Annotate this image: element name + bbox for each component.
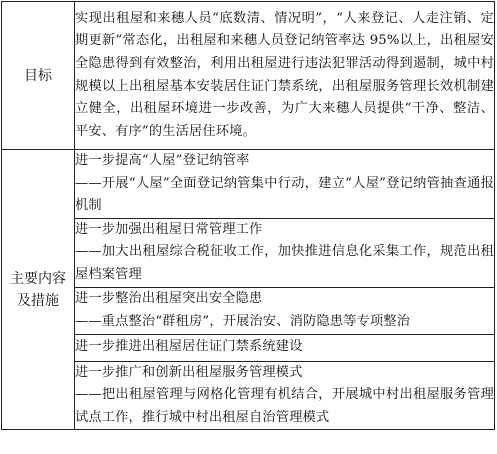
measure-title: 进一步提高“人屋”登记纳管率 xyxy=(75,153,250,168)
measure-row xyxy=(2,334,495,361)
goal-cell xyxy=(75,2,495,150)
measure-desc: ——重点整治“群租房”，开展治安、消防隐患等专项整治 xyxy=(75,313,411,329)
measure-item-3 xyxy=(75,287,495,334)
measure-title: 进一步整治出租屋突出安全隐患 xyxy=(75,290,263,306)
measures-label xyxy=(2,150,75,430)
goal-label: 目标 xyxy=(2,2,75,150)
measure-item-1 xyxy=(75,150,495,219)
measure-desc: ——加大出租屋综合税征收工作，加快推进信息化采集工作，规范出租屋档案管理 xyxy=(75,244,494,282)
measure-row xyxy=(2,150,495,219)
measure-item-4 xyxy=(75,334,495,361)
measure-row xyxy=(2,361,495,430)
measure-row xyxy=(2,218,495,287)
measures-label-line1: 主要内容 xyxy=(10,270,66,287)
measure-title: 进一步推广和创新出租屋服务管理模式 xyxy=(75,364,303,380)
work-plan-table xyxy=(1,1,495,430)
goal-text: 实现出租屋和来穗人员“底数清、情况明”，“人来登记、人走注销、定期更新”常态化，出租屋和来穗人员登记纳管率达 95%以上，出租屋安全隐患得到有效整治，利用出租屋进行违法犯罪活动得到遏制，城中村规模以上出租屋基本安装居住证门禁系统，出租屋服务管理长效机制建立健全，出租屋环境进一步改善，为广大来穗人员提供“干净、整洁、平安、有序”的生活居住环境。 xyxy=(75,10,494,139)
measures-label-line2: 及措施 xyxy=(17,292,59,309)
measure-item-5 xyxy=(75,361,495,430)
measure-title: 进一步加强出租屋日常管理工作 xyxy=(75,221,263,237)
goal-row xyxy=(2,2,495,150)
measure-row xyxy=(2,287,495,334)
measure-desc: ——开展“人屋”全面登记纳管集中行动，建立“人屋”登记纳管抽查通报机制 xyxy=(75,175,494,214)
measure-desc: ——把出租屋管理与网格化管理有机结合，开展城中村出租屋服务管理试点工作，推行城中村出租屋自治管理模式 xyxy=(75,387,494,425)
measure-title: 进一步推进出租屋居住证门禁系统建设 xyxy=(75,339,303,355)
measure-item-2 xyxy=(75,218,495,287)
